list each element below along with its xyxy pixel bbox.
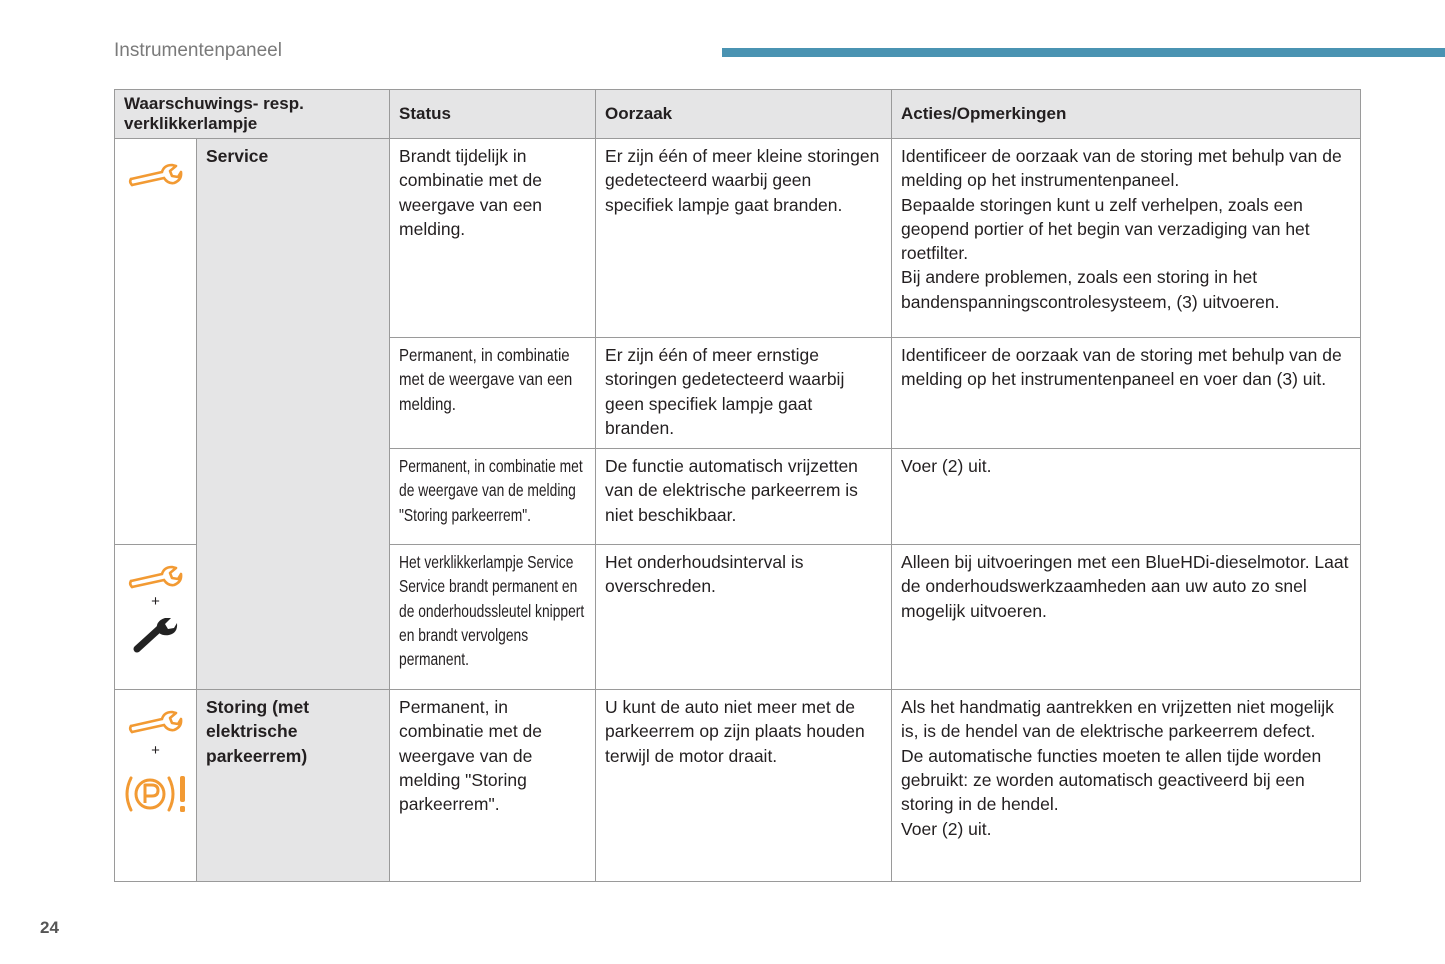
action-line: Bepaalde storingen kunt u zelf verhelpen, zoals een geopend portier of het begin van verzadiging van het roetfilter. [901,194,1310,264]
table-header-row [115,90,1361,139]
status-cell: Brandt tijdelijk in combinatie met de weergave van een melding. [390,139,596,338]
column-header-actions: Acties/Opmerkingen [892,90,1361,139]
table-row [115,690,1361,882]
status-cell: Het verklikkerlampje Service Service brandt permanent en de onderhoudssleutel knippert en brandt vervolgens permanent. [390,545,596,690]
cause-cell: Het onderhoudsinterval is overschreden. [596,545,892,690]
cause-cell: De functie automatisch vrijzetten van de elektrische parkeerrem is niet beschikbaar. [596,449,892,545]
service-wrench-icon [128,559,184,593]
action-cell [892,139,1361,338]
cause-cell: Er zijn één of meer kleine storingen gedetecteerd waarbij geen specifiek lampje gaat branden. [596,139,892,338]
header-accent-bar [722,48,1445,57]
cause-cell: Er zijn één of meer ernstige storingen gedetecteerd waarbij geen specifiek lampje gaat branden. [596,338,892,449]
action-cell [892,690,1361,882]
action-line: Identificeer de oorzaak van de storing met behulp van de melding op het instrumentenpaneel. [901,146,1342,191]
service-wrench-icon [128,157,184,191]
action-cell: Voer (2) uit. [892,449,1361,545]
action-line: Als het handmatig aantrekken en vrijzetten niet mogelijk is, is de hendel van de elektrische parkeerrem defect. [901,697,1334,742]
action-line: Voer (2) uit. [901,818,992,839]
row-name-service: Service [197,139,390,690]
column-header-cause: Oorzaak [596,90,892,139]
parking-brake-fault-icon [123,772,189,816]
column-header-status: Status [390,90,596,139]
maintenance-wrench-icon [133,615,179,655]
parking-brake-icon-cell [115,690,197,882]
status-cell: Permanent, in combinatie met de weergave van de melding "Storing parkeerrem". [390,690,596,882]
status-cell: Permanent, in combinatie met de weergave van een melding. [390,338,596,449]
maintenance-icon-cell [115,545,197,690]
action-line: Bij andere problemen, zoals een storing in het bandenspanningscontrolesysteem, (3) uitvoeren. [901,267,1280,312]
plus-sign: + [151,742,160,760]
status-cell: Permanent, in combinatie met de weergave van de melding "Storing parkeerrem". [390,449,596,545]
page-header-title: Instrumentenpaneel [114,40,282,61]
action-cell: Alleen bij uitvoeringen met een BlueHDi-dieselmotor. Laat de onderhoudswerkzaamheden aan uw auto zo snel mogelijk uitvoeren. [892,545,1361,690]
row-name-parking-brake: Storing (met elektrische parkeerrem) [197,690,390,882]
table-row [115,139,1361,338]
plus-sign: + [151,593,160,611]
cause-cell: U kunt de auto niet meer met de parkeerrem op zijn plaats houden terwijl de motor draait. [596,690,892,882]
action-cell: Identificeer de oorzaak van de storing met behulp van de melding op het instrumentenpaneel en voer dan (3) uit. [892,338,1361,449]
page-number: 24 [40,918,59,937]
column-header-lamp: Waarschuwings- resp. verklikkerlampje [115,90,390,139]
service-icon-cell [115,139,197,545]
action-line: De automatische functies moeten te allen tijde worden gebruikt: ze worden automatisch geactiveerd bij een storing in de hendel. [901,745,1322,815]
warning-lights-table [114,89,1361,882]
service-wrench-icon [128,704,184,738]
